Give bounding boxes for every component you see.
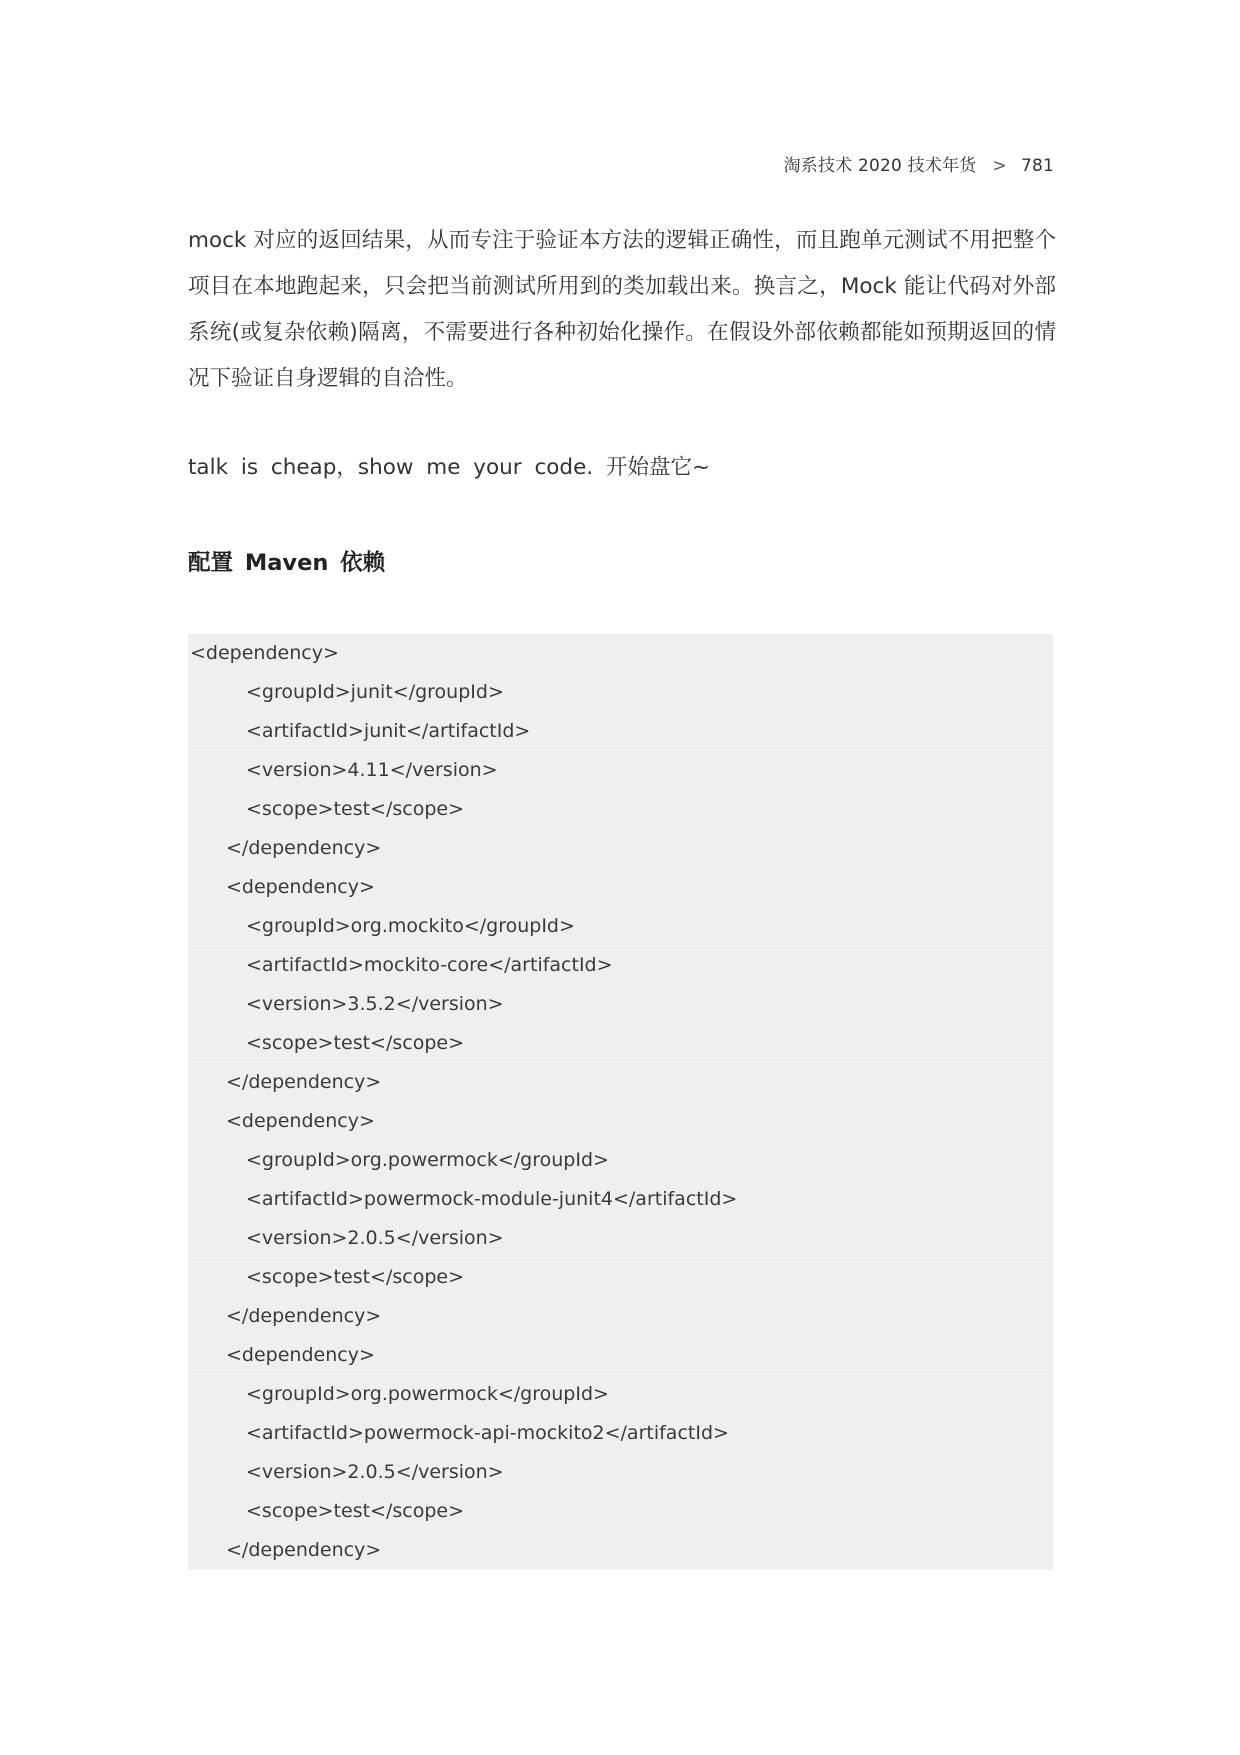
code-line: <dependency> (188, 634, 1053, 673)
code-line: </dependency> (188, 1063, 1053, 1102)
code-line: <dependency> (188, 868, 1053, 907)
code-line: <artifactId>junit</artifactId> (188, 712, 1053, 751)
page-number: 781 (1020, 156, 1054, 176)
code-line: <scope>test</scope> (188, 790, 1053, 829)
code-line: <scope>test</scope> (188, 1258, 1053, 1297)
code-line: </dependency> (188, 1531, 1053, 1570)
body-paragraph-talk-is-cheap: talk is cheap，show me your code. 开始盘它~ (188, 455, 710, 480)
code-line: <dependency> (188, 1102, 1053, 1141)
code-block-maven-dependencies (188, 634, 1053, 1570)
code-line: <groupId>org.mockito</groupId> (188, 907, 1053, 946)
code-line: <version>2.0.5</version> (188, 1219, 1053, 1258)
code-line: <dependency> (188, 1336, 1053, 1375)
body-paragraph-mock-intro: mock 对应的返回结果，从而专注于验证本方法的逻辑正确性，而且跑单元测试不用把整个项目在本地跑起来，只会把当前测试所用到的类加载出来。换言之，Mock 能让代码对外部系统(或复杂依赖)隔离，不需要进行各种初始化操作。在假设外部依赖都能如预期返回的情况下验证自身逻辑的自洽性。 (188, 228, 1056, 391)
code-line: </dependency> (188, 829, 1053, 868)
code-line: <artifactId>powermock-api-mockito2</artifactId> (188, 1414, 1053, 1453)
code-line: <version>2.0.5</version> (188, 1453, 1053, 1492)
section-heading-maven: 配置 Maven 依赖 (188, 550, 386, 576)
code-line: <scope>test</scope> (188, 1492, 1053, 1531)
running-header (784, 151, 1054, 176)
code-line: <version>3.5.2</version> (188, 985, 1053, 1024)
header-separator: > (992, 156, 1007, 176)
code-line: <artifactId>mockito-core</artifactId> (188, 946, 1053, 985)
code-line: <groupId>junit</groupId> (188, 673, 1053, 712)
book-title: 淘系技术 2020 技术年货 (783, 156, 977, 176)
code-line: <artifactId>powermock-module-junit4</artifactId> (188, 1180, 1053, 1219)
code-line: <groupId>org.powermock</groupId> (188, 1375, 1053, 1414)
code-line: <version>4.11</version> (188, 751, 1053, 790)
code-line: </dependency> (188, 1297, 1053, 1336)
code-line: <scope>test</scope> (188, 1024, 1053, 1063)
code-line: <groupId>org.powermock</groupId> (188, 1141, 1053, 1180)
